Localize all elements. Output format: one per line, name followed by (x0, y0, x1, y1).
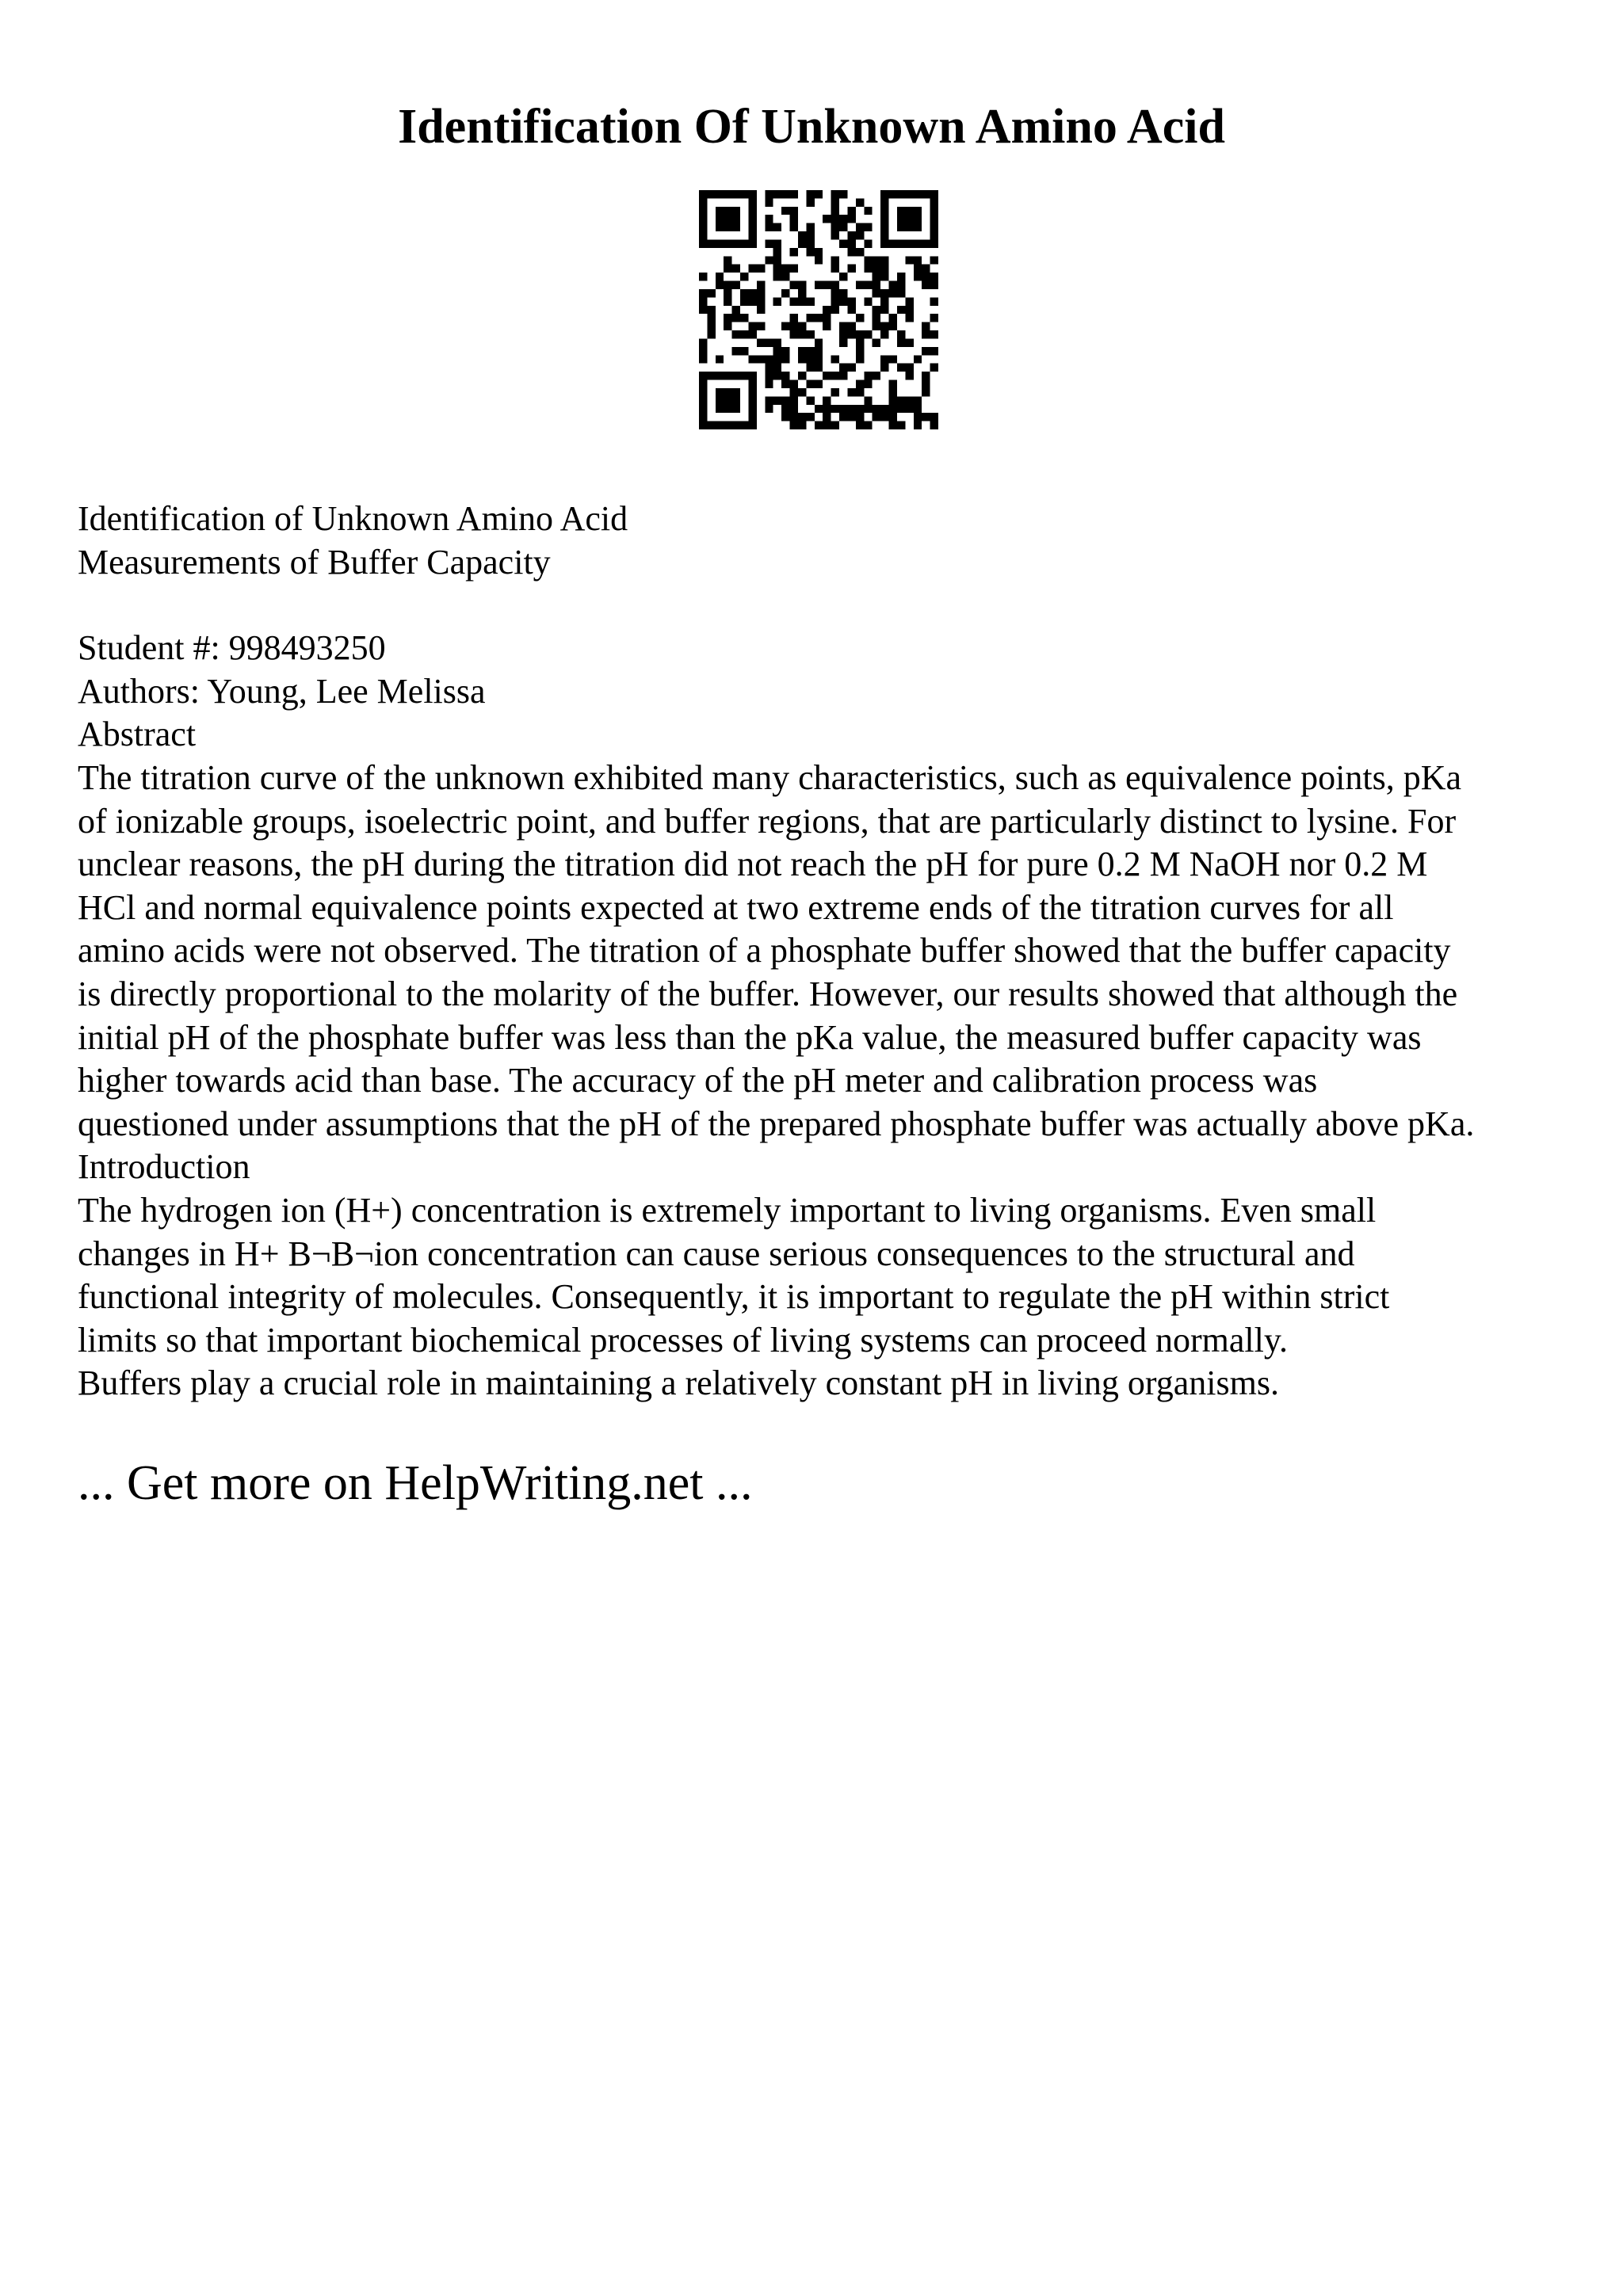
introduction-line: limits so that important biochemical processes of living systems can proceed normally. (78, 1320, 1289, 1360)
abstract-line: HCl and normal equivalence points expected at two extreme ends of the titration curves for all (78, 887, 1394, 927)
subtitle-line: Measurements of Buffer Capacity (78, 542, 551, 582)
document-title: Identification Of Unknown Amino Acid (398, 100, 1225, 154)
abstract-line: higher towards acid than base. The accuracy of the pH meter and calibration process was (78, 1061, 1318, 1100)
abstract-line: The titration curve of the unknown exhibited many characteristics, such as equivalence points, pKa (78, 757, 1461, 797)
abstract-line: of ionizable groups, isoelectric point, and buffer regions, that are particularly distinct to lysine. For (78, 801, 1457, 841)
introduction-heading: Introduction (78, 1147, 250, 1187)
introduction-line: Buffers play a crucial role in maintaining a relatively constant pH in living organisms. (78, 1363, 1280, 1403)
document-body (78, 498, 1568, 1405)
authors: Authors: Young, Lee Melissa (78, 671, 486, 711)
abstract-heading: Abstract (78, 715, 197, 754)
abstract-line: questioned under assumptions that the pH of the prepared phosphate buffer was actually above pKa. (78, 1104, 1475, 1143)
subtitle-line: Identification of Unknown Amino Acid (78, 499, 628, 538)
student-number: Student #: 998493250 (78, 628, 386, 668)
get-more-link[interactable]: ... Get more on HelpWriting.net ... (78, 1456, 753, 1510)
qr-code (699, 190, 938, 429)
introduction-line: changes in H+ B¬B¬ion concentration can cause serious consequences to the structural and (78, 1234, 1355, 1273)
abstract-line: unclear reasons, the pH during the titration did not reach the pH for pure 0.2 M NaOH nor 0.2 M (78, 845, 1428, 884)
abstract-line: amino acids were not observed. The titration of a phosphate buffer showed that the buffer capacity (78, 931, 1451, 971)
abstract-line: initial pH of the phosphate buffer was less than the pKa value, the measured buffer capacity was (78, 1017, 1422, 1057)
abstract-line: is directly proportional to the molarity of the buffer. However, our results showed that although the (78, 974, 1458, 1013)
introduction-line: The hydrogen ion (H+) concentration is extremely important to living organisms. Even small (78, 1190, 1377, 1230)
introduction-line: functional integrity of molecules. Consequently, it is important to regulate the pH within strict (78, 1277, 1390, 1317)
